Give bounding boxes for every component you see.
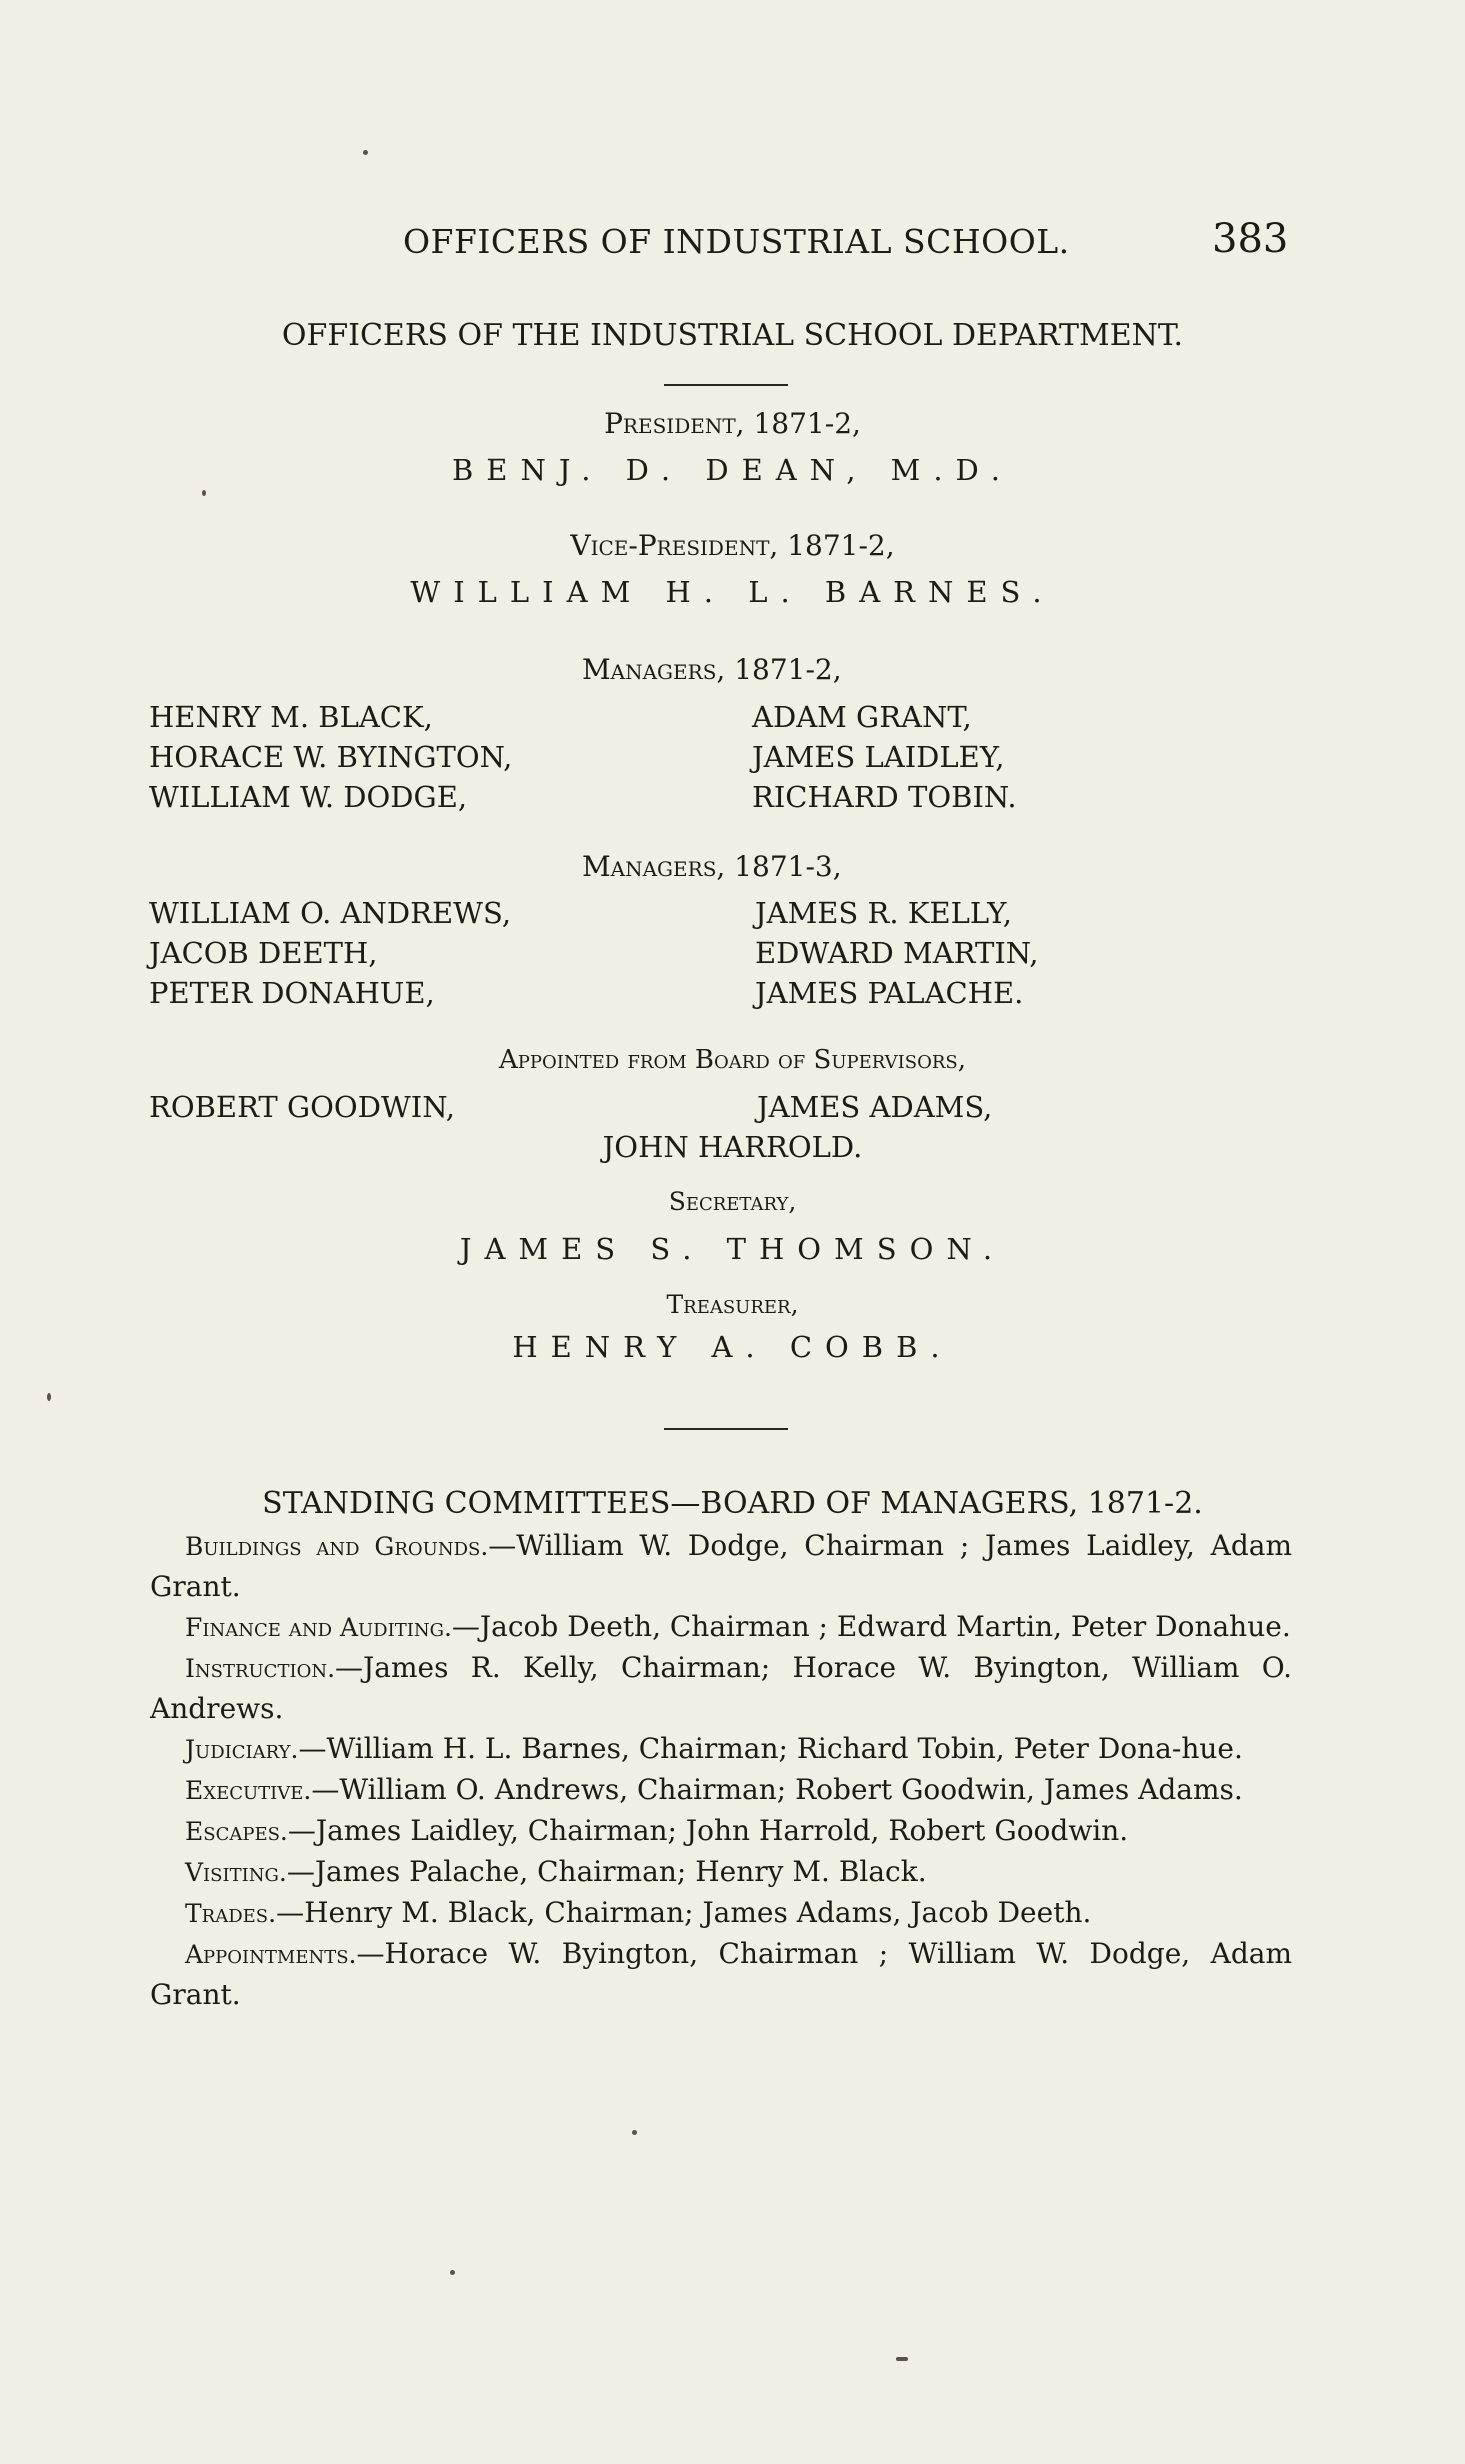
paper-speck	[632, 2130, 637, 2135]
appointed-label: Appointed from Board of Supervisors,	[498, 1045, 967, 1075]
manager-name: WILLIAM W. DODGE,	[149, 780, 468, 814]
vice-president-label: Vice-President, 1871-2,	[570, 529, 895, 562]
manager-name: JACOB DEETH,	[149, 936, 378, 970]
committee-entry	[150, 1934, 1292, 2015]
committee-members: —James R. Kelly, Chairman; Horace W. Byington, William O. Andrews.	[150, 1651, 1292, 1725]
paper-speck	[202, 490, 206, 496]
treasurer-name: HENRY A. COBB.	[512, 1330, 953, 1364]
manager-name: JAMES R. KELLY,	[755, 896, 1012, 930]
committee-name: Escapes.	[185, 1817, 288, 1846]
committee-members: —William O. Andrews, Chairman; Robert Goodwin, James Adams.	[311, 1773, 1243, 1806]
running-head: OFFICERS OF INDUSTRIAL SCHOOL.	[403, 222, 1070, 261]
secretary-label: Secretary,	[668, 1187, 797, 1216]
committee-entry	[150, 1811, 1292, 1852]
page-title: OFFICERS OF THE INDUSTRIAL SCHOOL DEPARTMENT.	[281, 318, 1184, 353]
committee-entry	[150, 1729, 1292, 1770]
committee-members: —William W. Dodge, Chairman ; James Laidley, Adam Grant.	[150, 1529, 1292, 1603]
committee-name: Finance and Auditing.	[185, 1613, 452, 1642]
president-label: President, 1871-2,	[604, 407, 861, 440]
committee-name: Instruction.	[185, 1654, 336, 1683]
appointed-left: ROBERT GOODWIN,	[149, 1090, 455, 1124]
committee-members: —Horace W. Byington, Chairman ; William W. Dodge, Adam Grant.	[150, 1937, 1292, 2011]
committee-name: Buildings and Grounds.	[185, 1532, 489, 1561]
committees-list	[150, 1526, 1292, 2015]
vice-president-name: WILLIAM H. L. BARNES.	[410, 575, 1055, 609]
divider-rule	[664, 384, 788, 386]
committee-members: —Henry M. Black, Chairman; James Adams, Jacob Deeth.	[276, 1896, 1092, 1929]
committee-entry	[150, 1770, 1292, 1811]
appointed-center: JOHN HARROLD.	[602, 1130, 863, 1164]
committee-entry	[150, 1607, 1292, 1648]
manager-name: WILLIAM O. ANDREWS,	[149, 896, 512, 930]
manager-name: ADAM GRANT,	[752, 700, 972, 734]
manager-name: JAMES PALACHE.	[755, 976, 1024, 1010]
paper-speck	[450, 2270, 455, 2275]
paper-speck	[47, 1393, 51, 1401]
page-number: 383	[1212, 216, 1289, 262]
managers-1871-3-label: Managers, 1871-3,	[582, 850, 842, 883]
managers-1871-3-left-column	[149, 893, 511, 1013]
committee-name: Appointments.	[185, 1940, 357, 1969]
committee-members: —James Palache, Chairman; Henry M. Black.	[286, 1855, 927, 1888]
committee-entry	[150, 1648, 1292, 1729]
manager-name: EDWARD MARTIN,	[755, 936, 1039, 970]
secretary-name: JAMES S. THOMSON.	[459, 1232, 1006, 1266]
paper-speck	[896, 2357, 908, 2361]
committee-entry	[150, 1893, 1292, 1934]
committee-name: Executive.	[185, 1776, 312, 1805]
appointed-right: JAMES ADAMS,	[757, 1090, 993, 1124]
committee-entry	[150, 1852, 1292, 1893]
committee-entry	[150, 1526, 1292, 1607]
committees-title: STANDING COMMITTEES—BOARD OF MANAGERS, 1871-2.	[262, 1486, 1203, 1521]
manager-name: HORACE W. BYINGTON,	[149, 740, 513, 774]
president-name: BENJ. D. DEAN, M.D.	[452, 453, 1013, 487]
manager-name: HENRY M. BLACK,	[149, 700, 433, 734]
manager-name: RICHARD TOBIN.	[752, 780, 1017, 814]
committee-name: Judiciary.	[185, 1735, 299, 1764]
managers-1871-2-right-column	[752, 697, 1017, 817]
committee-name: Trades.	[185, 1899, 277, 1928]
managers-1871-2-left-column	[149, 697, 512, 817]
committee-name: Visiting.	[185, 1858, 287, 1887]
paper-speck	[363, 150, 368, 155]
divider-rule	[664, 1428, 788, 1430]
committee-members: —William H. L. Barnes, Chairman; Richard Tobin, Peter Dona-hue.	[298, 1732, 1243, 1765]
managers-1871-2-label: Managers, 1871-2,	[582, 653, 842, 686]
committee-members: —James Laidley, Chairman; John Harrold, Robert Goodwin.	[287, 1814, 1129, 1847]
manager-name: JAMES LAIDLEY,	[752, 740, 1005, 774]
committee-members: —Jacob Deeth, Chairman ; Edward Martin, Peter Donahue.	[451, 1610, 1291, 1643]
treasurer-label: Treasurer,	[666, 1290, 799, 1319]
managers-1871-3-right-column	[755, 893, 1039, 1013]
manager-name: PETER DONAHUE,	[149, 976, 435, 1010]
